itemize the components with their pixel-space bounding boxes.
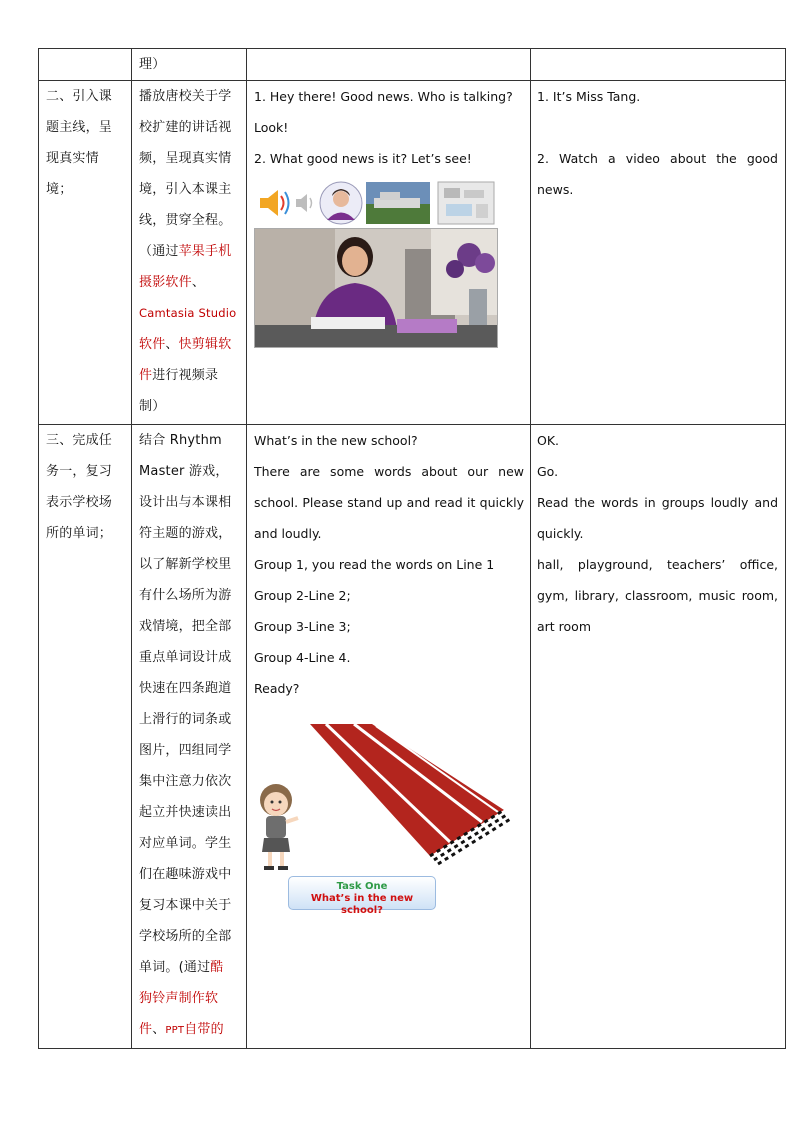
cell-teacher [247, 81, 531, 425]
tool-name: 件 [139, 1022, 153, 1037]
teacher-line: There are some words about our new school. Please stand up and read it quickly and loudly. [254, 464, 524, 541]
table-row [39, 49, 786, 81]
tool-name: 狗铃声制作软 [139, 991, 219, 1006]
cell-step [39, 49, 132, 81]
cell-design [132, 81, 247, 425]
tool-name: 酷 [210, 960, 224, 975]
teacher-line: What’s in the new school? [254, 433, 418, 448]
tool-name: 件 [139, 368, 153, 383]
campus-photo [366, 182, 430, 224]
lesson-plan-table [38, 48, 786, 1049]
student-line: OK. [537, 433, 560, 448]
design-text: 戏情境，把全部 [139, 619, 232, 634]
design-text: 上滑行的词条或 [139, 712, 232, 727]
cartoon-girl-icon [260, 784, 298, 870]
design-text: 校扩建的讲话视 [139, 120, 232, 135]
design-text: 起立并快速读出 [139, 805, 232, 820]
tool-name: 摄影软件 [139, 275, 192, 290]
student-line: 1. It’s Miss Tang. [537, 89, 641, 104]
task-one-banner [288, 876, 436, 916]
cell-design [132, 425, 247, 1049]
teacher-line: 2. What good news is it? Let’s see! [254, 151, 472, 166]
tool-name: 快剪辑软 [178, 337, 232, 352]
design-text: （通过 [139, 244, 179, 259]
teacher-line: Group 3-Line 3; [254, 619, 351, 634]
task-subtitle: What’s in the new school? [310, 893, 414, 916]
table-row [39, 425, 786, 1049]
design-text: 、 [191, 275, 206, 290]
tool-name: 软件 [139, 337, 166, 352]
design-text: 播放唐校关于学 [139, 89, 232, 104]
design-text: 、 [165, 337, 179, 352]
tool-name: PPT [165, 1025, 185, 1036]
cell-step [39, 81, 132, 425]
teacher-line: 1. Hey there! Good news. Who is talking? [254, 89, 513, 104]
tool-name: 苹果手机 [178, 244, 232, 259]
student-line: 2. Watch a video about the good news. [537, 151, 778, 197]
design-text: 线，贯穿全程。 [139, 213, 232, 228]
cell-design [132, 49, 247, 81]
teacher-line: Group 1, you read the words on Line 1 [254, 557, 495, 572]
slide-thumbnails [254, 180, 524, 226]
design-text: 理） [139, 57, 166, 72]
teacher-line: Group 2-Line 2; [254, 588, 351, 603]
design-text: 结合 Rhythm [139, 433, 222, 448]
video-frame[interactable] [254, 228, 498, 348]
student-line: Read the words in groups loudly and quickly. [537, 495, 778, 541]
teacher-avatar [320, 182, 362, 224]
design-text: 图片，四组同学 [139, 743, 232, 758]
cell-student [531, 49, 786, 81]
design-text: 快速在四条跑道 [139, 681, 232, 696]
design-text: 以了解新学校里 [139, 557, 232, 572]
design-text: 进行视频录 [152, 368, 219, 383]
cell-student [531, 425, 786, 1049]
tool-name: Camtasia Studio [139, 306, 237, 320]
cell-teacher [247, 425, 531, 1049]
step-text: 三、完成任务一，复习表示学校场所的单词； [46, 433, 113, 541]
design-text: 、 [152, 1022, 166, 1037]
cell-student [531, 81, 786, 425]
campus-map [438, 182, 494, 224]
table-row [39, 81, 786, 425]
design-text: 境，引入本课主 [139, 182, 232, 197]
tool-name: 自带的 [184, 1022, 224, 1037]
design-text: 符主题的游戏， [139, 526, 232, 541]
design-text: 制） [139, 399, 166, 414]
design-text: 集中注意力依次 [139, 774, 232, 789]
cell-step [39, 425, 132, 1049]
teacher-line: Look! [254, 120, 289, 135]
task-title: Task One [336, 881, 388, 892]
step-text: 二、引入课题主线，呈现真实情境； [46, 89, 113, 197]
vocabulary-list: hall, playground, teachers’ office, gym, library, classroom, music room, art room [537, 557, 778, 634]
speaker-icon [260, 190, 289, 216]
cell-teacher [247, 49, 531, 81]
design-text: 有什么场所为游 [139, 588, 232, 603]
teacher-line: Ready? [254, 681, 300, 696]
design-text: 重点单词设计成 [139, 650, 232, 665]
design-text: 频，呈现真实情 [139, 151, 232, 166]
volume-icon [296, 194, 312, 212]
race-track-slide [254, 722, 524, 922]
design-text: 对应单词。学生 [139, 836, 232, 851]
design-text: 复习本课中关于 [139, 898, 232, 913]
design-text: 们在趣味游戏中 [139, 867, 232, 882]
student-line: Go. [537, 464, 559, 479]
design-text: Master 游戏， [139, 464, 229, 479]
design-text: 单词。(通过 [139, 960, 211, 975]
design-text: 学校场所的全部 [139, 929, 232, 944]
teacher-line: Group 4-Line 4. [254, 650, 351, 665]
design-text: 设计出与本课相 [139, 495, 232, 510]
